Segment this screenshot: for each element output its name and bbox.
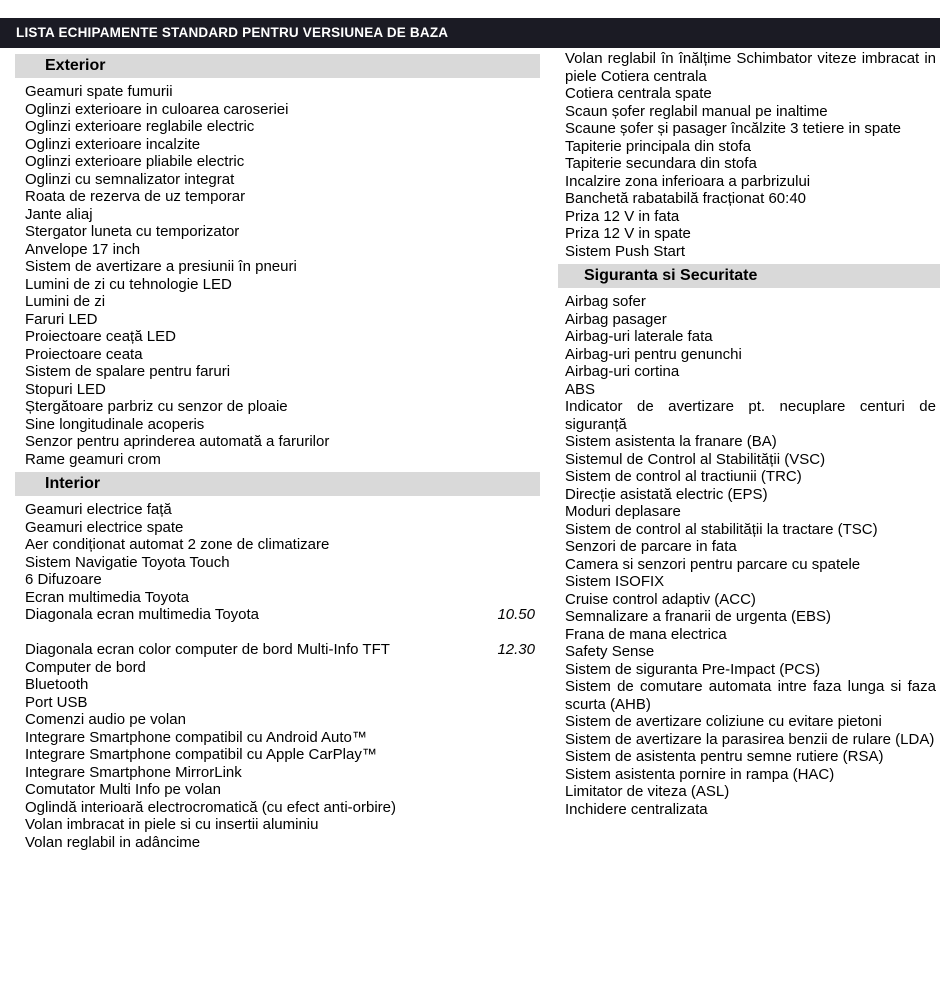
equipment-item-value: 10.50: [497, 606, 535, 623]
equipment-item: [15, 206, 540, 224]
equipment-item: [558, 573, 940, 591]
equipment-item: [15, 589, 540, 607]
equipment-item-label: Camera si senzori pentru parcare cu spatele: [565, 555, 861, 573]
equipment-item: [558, 521, 940, 539]
equipment-item: [558, 363, 940, 381]
equipment-item-label: Sistem asistenta la franare (BA): [565, 433, 777, 450]
equipment-item-label: Volan reglabil in adâncime: [25, 833, 201, 851]
equipment-item: [558, 85, 940, 103]
equipment-item-label: Volan reglabil în înălțime Schimbator viteze imbracat in piele Cotiera centrala: [565, 50, 936, 85]
equipment-item: [558, 173, 940, 191]
equipment-item-label: Senzor pentru aprinderea automată a farurilor: [25, 433, 330, 450]
equipment-item: [15, 781, 540, 799]
equipment-item-label: Sistem de siguranta Pre-Impact (PCS): [565, 660, 821, 678]
equipment-item-label: Oglinzi cu semnalizator integrat: [25, 170, 235, 188]
equipment-item: [15, 188, 540, 206]
section-header-siguranta-si-securitate: Siguranta si Securitate: [558, 264, 940, 288]
equipment-item-label: Integrare Smartphone compatibil cu Android Auto™: [25, 728, 367, 746]
equipment-item: [15, 816, 540, 834]
equipment-item-label: Sistem ISOFIX: [565, 573, 665, 590]
equipment-item: [558, 538, 940, 556]
equipment-item: [558, 748, 940, 766]
equipment-item-label: Indicator de avertizare pt. necuplare centuri de siguranță: [565, 398, 936, 433]
equipment-item-label: Scaune șofer și pasager încălzite 3 tetiere in spate: [565, 120, 902, 137]
equipment-item: [15, 694, 540, 712]
equipment-item: [15, 223, 540, 241]
equipment-item: [15, 641, 540, 659]
equipment-item: [15, 676, 540, 694]
equipment-item-label: Semnalizare a franarii de urgenta (EBS): [565, 608, 831, 625]
equipment-item-label: Banchetă rabatabilă fracționat 60:40: [565, 190, 807, 207]
equipment-item: [558, 311, 940, 329]
equipment-item-label: Lumini de zi cu tehnologie LED: [25, 275, 232, 293]
equipment-item: [558, 398, 940, 433]
equipment-item-label: Comenzi audio pe volan: [25, 711, 186, 728]
equipment-item-label: Frana de mana electrica: [565, 625, 727, 643]
equipment-item-label: Tapiterie principala din stofa: [565, 137, 751, 155]
equipment-item-label: Moduri deplasare: [565, 503, 681, 520]
equipment-item: [15, 519, 540, 537]
equipment-item: [15, 293, 540, 311]
equipment-item-label: Port USB: [25, 693, 88, 711]
equipment-item: [558, 713, 940, 731]
equipment-item: [558, 103, 940, 121]
equipment-item: [558, 556, 940, 574]
equipment-item-label: Lumini de zi: [25, 293, 106, 310]
equipment-item: [15, 328, 540, 346]
equipment-item: [558, 328, 940, 346]
equipment-item: [15, 241, 540, 259]
equipment-item: [15, 171, 540, 189]
equipment-item-label: Oglinzi exterioare pliabile electric: [25, 153, 245, 170]
equipment-item: [558, 208, 940, 226]
equipment-item: [558, 626, 940, 644]
equipment-item-label: Sistem Navigatie Toyota Touch: [25, 553, 230, 571]
equipment-item-label: ABS: [565, 380, 596, 398]
page-title: LISTA ECHIPAMENTE STANDARD PENTRU VERSIUNEA DE BAZA: [0, 18, 940, 48]
equipment-item: [15, 153, 540, 171]
equipment-item-label: Oglinzi exterioare in culoarea caroseriei: [25, 100, 289, 118]
equipment-item-label: Limitator de viteza (ASL): [565, 783, 730, 800]
equipment-item: [15, 416, 540, 434]
equipment-item: [558, 346, 940, 364]
equipment-item: [558, 783, 940, 801]
equipment-item-label: Oglindă interioară electrocromatică (cu efect anti-orbire): [25, 798, 396, 816]
equipment-item-label: Cotiera centrala spate: [565, 85, 712, 102]
equipment-item-label: Faruri LED: [25, 310, 98, 328]
equipment-item: [15, 501, 540, 519]
equipment-item: [15, 834, 540, 852]
equipment-item: [558, 486, 940, 504]
equipment-item-label: Airbag-uri cortina: [565, 363, 680, 380]
equipment-item-label: Ștergătoare parbriz cu senzor de ploaie: [25, 398, 288, 415]
equipment-item-label: Geamuri electrice față: [25, 501, 172, 518]
equipment-item-label: Cruise control adaptiv (ACC): [565, 590, 756, 608]
equipment-item: [15, 363, 540, 381]
equipment-item-label: Diagonala ecran multimedia Toyota: [25, 606, 260, 623]
equipment-item: [15, 258, 540, 276]
equipment-item-label: Sistem de avertizare la parasirea benzii de rulare (LDA): [565, 730, 935, 748]
left-column: [15, 50, 540, 851]
equipment-item: [558, 225, 940, 243]
equipment-item-label: Priza 12 V in fata: [565, 207, 680, 225]
equipment-item: [15, 398, 540, 416]
equipment-item: [15, 101, 540, 119]
equipment-item: [558, 678, 940, 713]
right-column: [558, 50, 940, 818]
equipment-item: [15, 536, 540, 554]
equipment-item-label: Diagonala ecran color computer de bord Multi-Info TFT: [25, 641, 390, 658]
equipment-item: [15, 799, 540, 817]
equipment-item: [558, 190, 940, 208]
equipment-item: [558, 293, 940, 311]
equipment-item: [15, 433, 540, 451]
equipment-item-label: Comutator Multi Info pe volan: [25, 781, 221, 798]
equipment-item-label: Airbag-uri laterale fata: [565, 328, 713, 345]
equipment-item-label: 6 Difuzoare: [25, 571, 102, 588]
equipment-item-label: Airbag-uri pentru genunchi: [565, 345, 742, 363]
equipment-item: [15, 554, 540, 572]
equipment-item-label: Bluetooth: [25, 676, 89, 693]
equipment-item: [558, 381, 940, 399]
equipment-item: [558, 503, 940, 521]
equipment-item: [558, 243, 940, 261]
equipment-item: [558, 120, 940, 138]
columns-container: [0, 48, 940, 851]
equipment-item-label: Oglinzi exterioare incalzite: [25, 135, 201, 153]
equipment-item-label: Geamuri electrice spate: [25, 518, 184, 536]
equipment-item-label: Stergator luneta cu temporizator: [25, 223, 240, 240]
equipment-item-label: Sistem de control al stabilității la tractare (TSC): [565, 520, 878, 538]
equipment-item: [558, 433, 940, 451]
equipment-item: [15, 311, 540, 329]
equipment-item: [15, 746, 540, 764]
equipment-item-label: Anvelope 17 inch: [25, 240, 141, 258]
equipment-item: [558, 731, 940, 749]
equipment-item-label: Jante aliaj: [25, 205, 93, 223]
equipment-item: [558, 608, 940, 626]
equipment-item: [558, 50, 940, 85]
equipment-item: [558, 451, 940, 469]
equipment-item: [15, 571, 540, 589]
equipment-item: [558, 138, 940, 156]
section-header-interior: Interior: [15, 472, 540, 496]
equipment-item: [15, 381, 540, 399]
blank-line: [15, 624, 540, 642]
equipment-item-label: Proiectoare ceata: [25, 345, 143, 363]
equipment-item-label: Sistem de control al tractiunii (TRC): [565, 468, 802, 485]
equipment-item-label: Integrare Smartphone MirrorLink: [25, 763, 242, 781]
equipment-item-label: Oglinzi exterioare reglabile electric: [25, 118, 255, 135]
equipment-item-label: Sistem Push Start: [565, 242, 686, 260]
equipment-item: [558, 155, 940, 173]
equipment-item: [15, 346, 540, 364]
equipment-item-label: Direcție asistată electric (EPS): [565, 485, 768, 503]
equipment-item: [15, 451, 540, 469]
equipment-item: [15, 711, 540, 729]
equipment-item-label: Sistem de spalare pentru faruri: [25, 363, 231, 380]
equipment-item: [15, 764, 540, 782]
equipment-item: [558, 801, 940, 819]
equipment-item: [558, 591, 940, 609]
equipment-item-label: Incalzire zona inferioara a parbrizului: [565, 172, 811, 190]
equipment-item-label: Geamuri spate fumurii: [25, 83, 173, 100]
equipment-item-label: Inchidere centralizata: [565, 800, 708, 818]
equipment-item: [15, 83, 540, 101]
equipment-item-label: Safety Sense: [565, 643, 655, 660]
equipment-item-label: Scaun șofer reglabil manual pe inaltime: [565, 102, 828, 120]
equipment-item-label: Sistemul de Control al Stabilității (VSC): [565, 450, 826, 468]
equipment-item-label: Stopuri LED: [25, 380, 106, 398]
equipment-item-label: Proiectoare ceață LED: [25, 328, 176, 345]
equipment-item-label: Sine longitudinale acoperis: [25, 415, 205, 433]
equipment-item: [558, 643, 940, 661]
equipment-item: [558, 661, 940, 679]
section-header-exterior: Exterior: [15, 54, 540, 78]
equipment-item-label: Tapiterie secundara din stofa: [565, 155, 757, 172]
equipment-item-label: Integrare Smartphone compatibil cu Apple CarPlay™: [25, 746, 377, 763]
equipment-item: [15, 606, 540, 624]
equipment-item-label: Sistem asistenta pornire in rampa (HAC): [565, 765, 835, 783]
equipment-item-label: Ecran multimedia Toyota: [25, 588, 189, 606]
equipment-item: [15, 136, 540, 154]
equipment-item: [15, 118, 540, 136]
equipment-item-label: Aer condiționat automat 2 zone de climatizare: [25, 536, 330, 553]
equipment-item-label: Sistem de avertizare coliziune cu evitare pietoni: [565, 713, 882, 730]
equipment-item: [558, 468, 940, 486]
equipment-item-label: Airbag pasager: [565, 310, 667, 328]
equipment-item-label: Rame geamuri crom: [25, 450, 161, 468]
equipment-item-label: Sistem de asistenta pentru semne rutiere (RSA): [565, 748, 884, 765]
equipment-item: [15, 729, 540, 747]
equipment-item-label: Roata de rezerva de uz temporar: [25, 188, 246, 205]
equipment-item-label: Volan imbracat in piele si cu insertii aluminiu: [25, 816, 319, 833]
equipment-item-label: Sistem de avertizare a presiunii în pneuri: [25, 258, 297, 275]
equipment-item-label: Computer de bord: [25, 658, 146, 676]
equipment-item-label: Sistem de comutare automata intre faza lunga si faza scurta (AHB): [565, 678, 936, 713]
equipment-item: [558, 766, 940, 784]
equipment-item-label: Airbag sofer: [565, 293, 646, 310]
equipment-item: [15, 659, 540, 677]
equipment-item: [15, 276, 540, 294]
equipment-list-page: [0, 18, 940, 851]
equipment-item-value: 12.30: [497, 641, 535, 658]
equipment-item-label: Priza 12 V in spate: [565, 225, 691, 242]
equipment-item-label: Senzori de parcare in fata: [565, 538, 737, 555]
